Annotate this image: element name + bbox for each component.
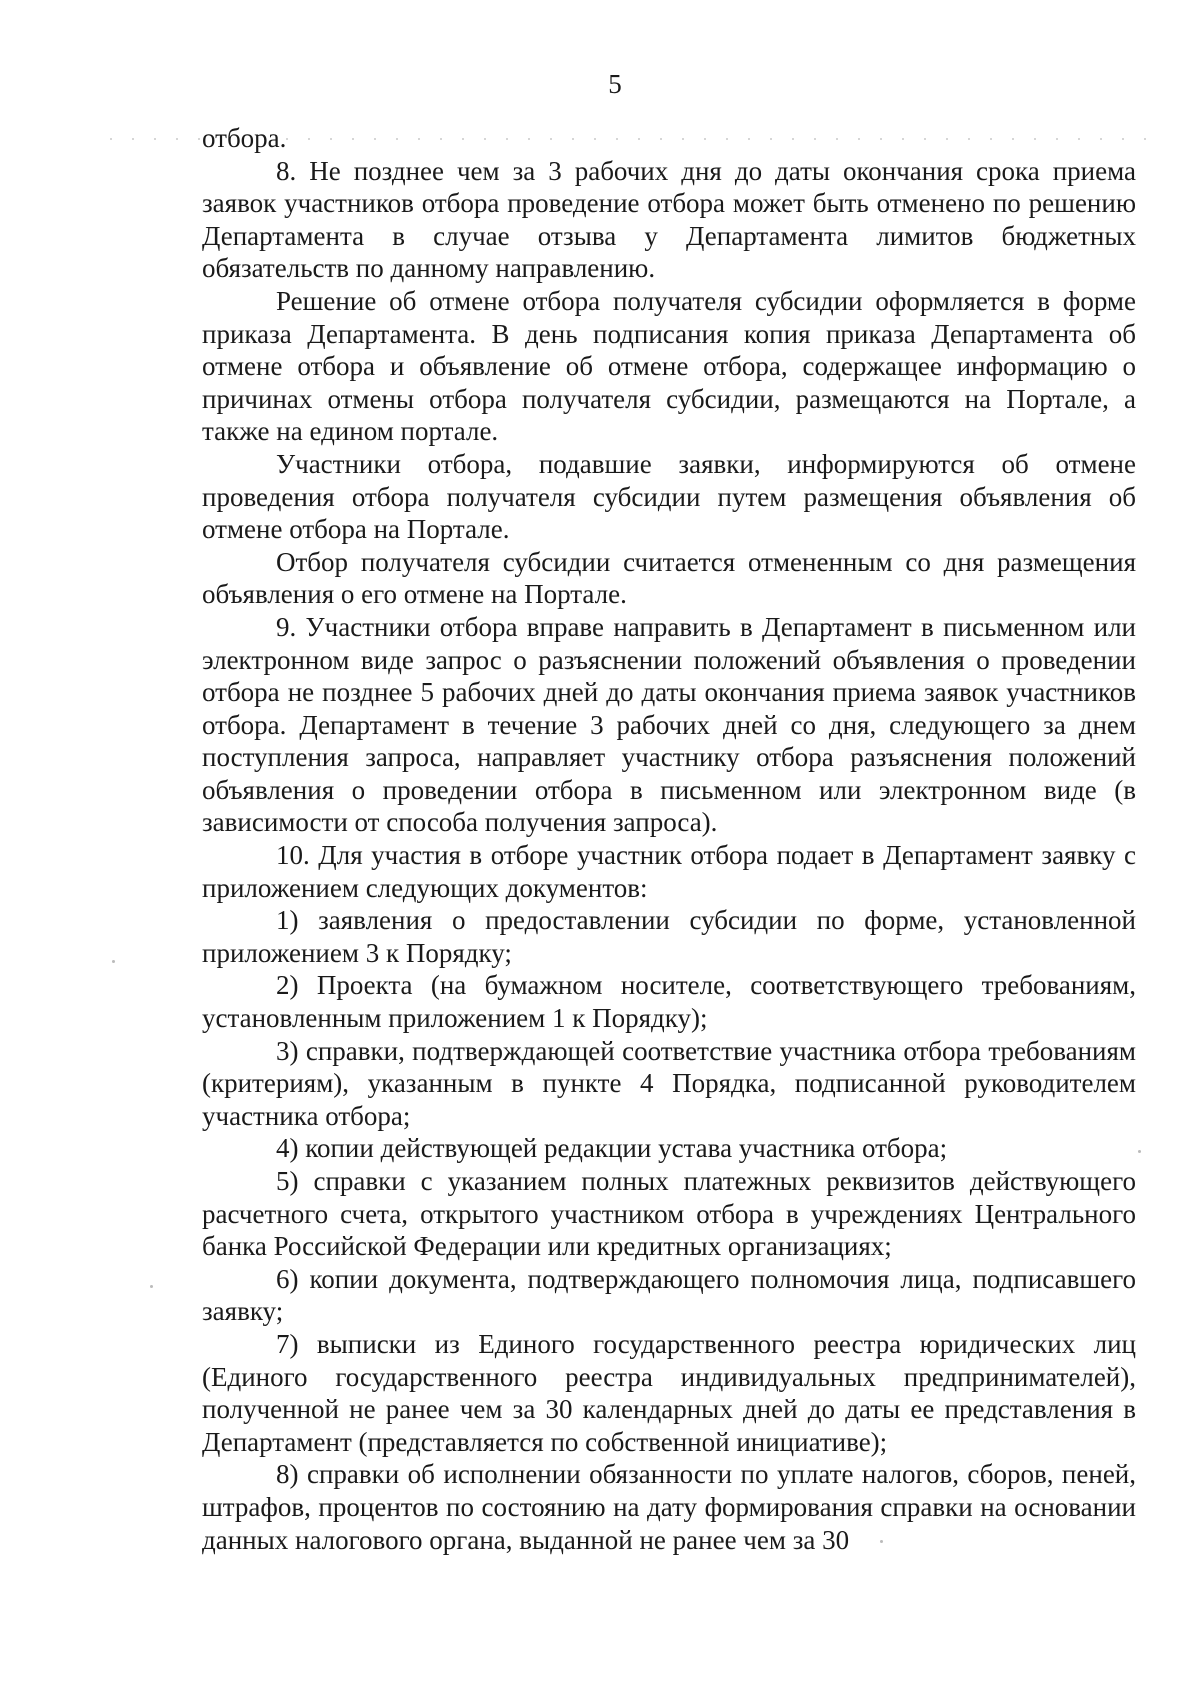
list-item-6: 6) копии документа, подтверждающего полномочия лица, подписавшего заявку; [202, 1263, 1136, 1327]
list-item-8: 8) справки об исполнении обязанности по уплате налогов, сборов, пеней, штрафов, процентов по состоянию на дату формирования справки на основании данных налогового органа, выданной не ранее чем за 30 [202, 1459, 1136, 1555]
paragraph: Отбор получателя субсидии считается отмененным со дня размещения объявления о его отмене на Портале. [202, 546, 1136, 610]
paragraph: Решение об отмене отбора получателя субсидии оформляется в форме приказа Департамента. В день подписания копия приказа Департамента об отмене отбора и объявление об отмене отбора, содержащее информацию о причинах отмены отбора получателя субсидии, размещаются на Портале, а также на едином портале. [202, 285, 1136, 447]
scan-speck [1138, 1150, 1141, 1153]
list-item-7: 7) выписки из Единого государственного реестра юридических лиц (Единого государственного реестра индивидуальных предпринимателей), полученной не ранее чем за 30 календарных дней до даты ее представления в Департамент (представляется по собственной инициативе); [202, 1328, 1136, 1457]
list-item-5: 5) справки с указанием полных платежных реквизитов действующего расчетного счета, открытого участником отбора в учреждениях Центрального банка Российской Федерации или кредитных организациях; [202, 1166, 1136, 1262]
scan-speck [150, 1285, 153, 1288]
list-item-3: 3) справки, подтверждающей соответствие участника отбора требованиям (критериям), указанным в пункте 4 Порядка, подписанной руководителем участника отбора; [202, 1035, 1136, 1131]
page-number: 5 [608, 69, 622, 99]
document-body [202, 122, 1136, 1556]
paragraph-continuation: отбора. [202, 123, 287, 153]
list-item-2: 2) Проекта (на бумажном носителе, соответствующего требованиям, установленным приложением 1 к Порядку); [202, 970, 1136, 1034]
paragraph-item-9: 9. Участники отбора вправе направить в Департамент в письменном или электронном виде запрос о разъяснении положений объявления о проведении отбора не позднее 5 рабочих дней до даты окончания приема заявок участников отбора. Департамент в течение 3 рабочих дней со дня, следующего за днем поступления запроса, направляет участнику отбора разъяснения положений объявления о проведении отбора в письменном или электронном виде (в зависимости от способа получения запроса). [202, 611, 1136, 838]
scan-speck [112, 960, 115, 963]
list-item-1: 1) заявления о предоставлении субсидии по форме, установленной приложением 3 к Порядку; [202, 905, 1136, 968]
paragraph: Участники отбора, подавшие заявки, информируются об отмене проведения отбора получателя субсидии путем размещения объявления об отмене отбора на Портале. [202, 448, 1136, 545]
paragraph-item-8: 8. Не позднее чем за 3 рабочих дня до даты окончания срока приема заявок участников отбора проведение отбора может быть отменено по решению Департамента в случае отзыва у Департамента лимитов бюджетных обязательств по данному направлению. [202, 155, 1136, 284]
list-item-4: 4) копии действующей редакции устава участника отбора; [276, 1133, 948, 1164]
paragraph-item-10: 10. Для участия в отборе участник отбора подает в Департамент заявку с приложением следующих документов: [202, 840, 1136, 903]
